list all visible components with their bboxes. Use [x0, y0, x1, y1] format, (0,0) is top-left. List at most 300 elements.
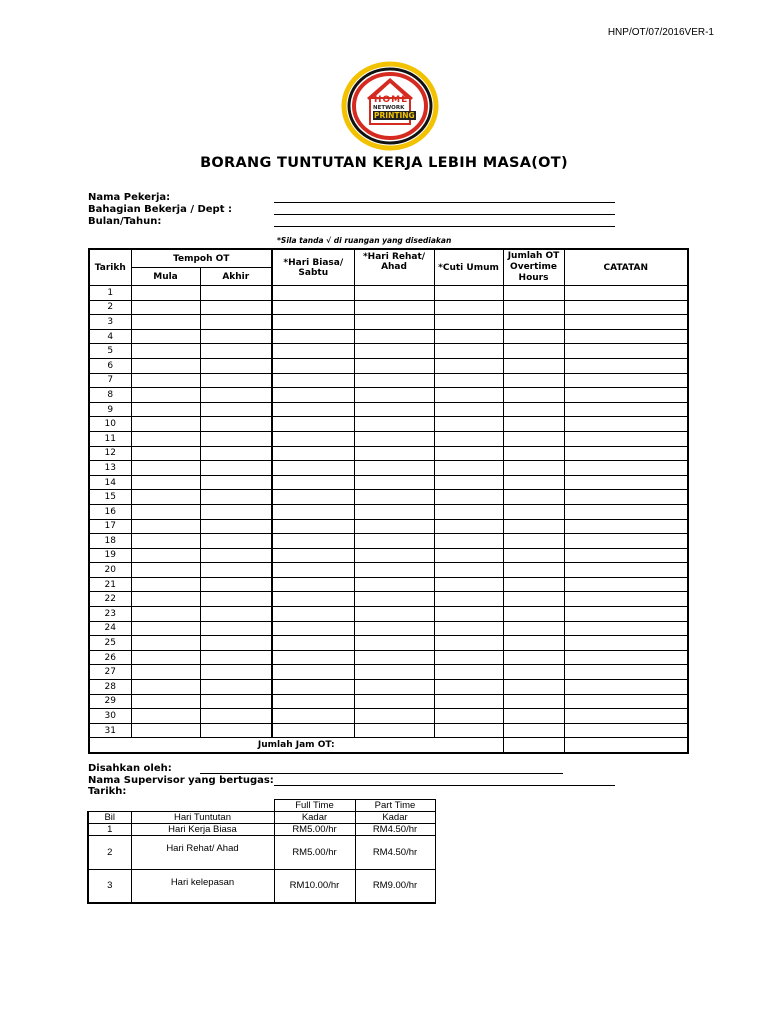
hari-rehat-cell[interactable] — [354, 665, 434, 680]
akhir-cell[interactable] — [200, 694, 272, 709]
hari-rehat-cell[interactable] — [354, 577, 434, 592]
table-row — [89, 607, 688, 622]
hari-rehat-cell[interactable] — [354, 694, 434, 709]
hari-rehat-cell[interactable] — [354, 607, 434, 622]
header-bil: Bil — [88, 812, 131, 824]
cuti-umum-cell[interactable] — [434, 563, 503, 578]
hari-rehat-cell[interactable] — [354, 723, 434, 738]
header-tarikh: Tarikh — [89, 249, 131, 286]
cuti-umum-cell[interactable] — [434, 534, 503, 549]
catatan-cell[interactable] — [564, 417, 688, 432]
hari-biasa-cell[interactable] — [272, 563, 354, 578]
catatan-cell[interactable] — [564, 446, 688, 461]
hari-rehat-cell[interactable] — [354, 592, 434, 607]
akhir-cell[interactable] — [200, 577, 272, 592]
day-number: 9 — [89, 402, 131, 417]
header-akhir: Akhir — [200, 268, 272, 286]
cuti-umum-cell[interactable] — [434, 519, 503, 534]
cuti-umum-cell[interactable] — [434, 694, 503, 709]
day-number: 8 — [89, 388, 131, 403]
hari-biasa-cell[interactable] — [272, 534, 354, 549]
total-label: Jumlah Jam OT: — [89, 738, 503, 754]
cuti-umum-cell[interactable] — [434, 417, 503, 432]
total-catatan-cell[interactable] — [564, 738, 688, 754]
table-row — [89, 344, 688, 359]
table-row — [89, 519, 688, 534]
cuti-umum-cell[interactable] — [434, 402, 503, 417]
catatan-cell[interactable] — [564, 723, 688, 738]
jumlah-ot-cell[interactable] — [503, 709, 564, 724]
jumlah-ot-cell[interactable] — [503, 388, 564, 403]
cuti-umum-cell[interactable] — [434, 286, 503, 301]
catatan-cell[interactable] — [564, 490, 688, 505]
company-logo — [340, 58, 440, 152]
hari-rehat-cell[interactable] — [354, 446, 434, 461]
akhir-cell[interactable] — [200, 300, 272, 315]
table-row — [89, 373, 688, 388]
mula-cell[interactable] — [131, 563, 200, 578]
day-number: 3 — [89, 315, 131, 330]
rate-row — [88, 870, 435, 903]
catatan-cell[interactable] — [564, 519, 688, 534]
hari-rehat-cell[interactable] — [354, 461, 434, 476]
akhir-cell[interactable] — [200, 592, 272, 607]
mula-cell[interactable] — [131, 694, 200, 709]
akhir-cell[interactable] — [200, 607, 272, 622]
catatan-cell[interactable] — [564, 650, 688, 665]
jumlah-ot-cell[interactable] — [503, 548, 564, 563]
cuti-umum-cell[interactable] — [434, 723, 503, 738]
jumlah-ot-cell[interactable] — [503, 358, 564, 373]
mula-cell[interactable] — [131, 636, 200, 651]
catatan-cell[interactable] — [564, 563, 688, 578]
table-row — [89, 490, 688, 505]
field-supervisor[interactable] — [274, 785, 615, 786]
jumlah-ot-cell[interactable] — [503, 694, 564, 709]
mula-cell[interactable] — [131, 461, 200, 476]
cuti-umum-cell[interactable] — [434, 504, 503, 519]
label-bulan-tahun: Bulan/Tahun: — [88, 216, 162, 227]
mula-cell[interactable] — [131, 286, 200, 301]
jumlah-ot-cell[interactable] — [503, 607, 564, 622]
header-mula: Mula — [131, 268, 200, 286]
table-row — [89, 446, 688, 461]
total-hours-cell[interactable] — [503, 738, 564, 754]
hari-rehat-cell[interactable] — [354, 286, 434, 301]
akhir-cell[interactable] — [200, 636, 272, 651]
table-row — [89, 534, 688, 549]
hari-biasa-cell[interactable] — [272, 300, 354, 315]
mula-cell[interactable] — [131, 490, 200, 505]
hari-rehat-cell[interactable] — [354, 490, 434, 505]
logo-text-printing: PRINTING — [374, 111, 415, 120]
hari-biasa-cell[interactable] — [272, 388, 354, 403]
mula-cell[interactable] — [131, 373, 200, 388]
jumlah-ot-cell[interactable] — [503, 417, 564, 432]
cuti-umum-cell[interactable] — [434, 621, 503, 636]
catatan-cell[interactable] — [564, 665, 688, 680]
mula-cell[interactable] — [131, 300, 200, 315]
table-row — [89, 329, 688, 344]
header-catatan: CATATAN — [564, 249, 688, 286]
catatan-cell[interactable] — [564, 504, 688, 519]
hari-biasa-cell[interactable] — [272, 417, 354, 432]
akhir-cell[interactable] — [200, 665, 272, 680]
cuti-umum-cell[interactable] — [434, 446, 503, 461]
day-number: 6 — [89, 358, 131, 373]
jumlah-ot-cell[interactable] — [503, 344, 564, 359]
catatan-cell[interactable] — [564, 709, 688, 724]
table-row — [89, 723, 688, 738]
table-row — [89, 636, 688, 651]
akhir-cell[interactable] — [200, 431, 272, 446]
day-number: 29 — [89, 694, 131, 709]
jumlah-ot-cell[interactable] — [503, 504, 564, 519]
cuti-umum-cell[interactable] — [434, 461, 503, 476]
hari-biasa-cell[interactable] — [272, 709, 354, 724]
hari-rehat-cell[interactable] — [354, 388, 434, 403]
day-number: 12 — [89, 446, 131, 461]
jumlah-ot-cell[interactable] — [503, 475, 564, 490]
akhir-cell[interactable] — [200, 329, 272, 344]
table-row — [89, 680, 688, 695]
catatan-cell[interactable] — [564, 402, 688, 417]
hari-rehat-cell[interactable] — [354, 475, 434, 490]
catatan-cell[interactable] — [564, 329, 688, 344]
jumlah-ot-cell[interactable] — [503, 650, 564, 665]
akhir-cell[interactable] — [200, 519, 272, 534]
cuti-umum-cell[interactable] — [434, 344, 503, 359]
jumlah-ot-cell[interactable] — [503, 519, 564, 534]
hari-rehat-cell[interactable] — [354, 373, 434, 388]
mula-cell[interactable] — [131, 621, 200, 636]
cuti-umum-cell[interactable] — [434, 388, 503, 403]
day-number: 27 — [89, 665, 131, 680]
table-row — [89, 461, 688, 476]
cuti-umum-cell[interactable] — [434, 709, 503, 724]
catatan-cell[interactable] — [564, 373, 688, 388]
rate-row — [88, 824, 435, 836]
hari-rehat-cell[interactable] — [354, 636, 434, 651]
mula-cell[interactable] — [131, 680, 200, 695]
label-supervisor: Nama Supervisor yang bertugas: — [88, 775, 274, 786]
akhir-cell[interactable] — [200, 548, 272, 563]
mula-cell[interactable] — [131, 709, 200, 724]
header-cuti-umum: *Cuti Umum — [434, 249, 503, 286]
cuti-umum-cell[interactable] — [434, 665, 503, 680]
day-number: 31 — [89, 723, 131, 738]
hari-rehat-cell[interactable] — [354, 300, 434, 315]
ot-table — [88, 248, 689, 754]
rate-full-time: RM5.00/hr — [274, 824, 355, 836]
jumlah-ot-cell[interactable] — [503, 402, 564, 417]
field-bulan-tahun[interactable] — [274, 226, 615, 227]
cuti-umum-cell[interactable] — [434, 577, 503, 592]
cuti-umum-cell[interactable] — [434, 358, 503, 373]
day-number: 13 — [89, 461, 131, 476]
table-row — [89, 315, 688, 330]
table-row — [89, 548, 688, 563]
cuti-umum-cell[interactable] — [434, 490, 503, 505]
hari-biasa-cell[interactable] — [272, 315, 354, 330]
mula-cell[interactable] — [131, 650, 200, 665]
hari-biasa-cell[interactable] — [272, 519, 354, 534]
jumlah-ot-cell[interactable] — [503, 286, 564, 301]
akhir-cell[interactable] — [200, 723, 272, 738]
hari-rehat-cell[interactable] — [354, 329, 434, 344]
hari-rehat-cell[interactable] — [354, 548, 434, 563]
header-kadar-full: Kadar — [274, 812, 355, 824]
jumlah-ot-cell[interactable] — [503, 446, 564, 461]
akhir-cell[interactable] — [200, 388, 272, 403]
mula-cell[interactable] — [131, 577, 200, 592]
hari-biasa-cell[interactable] — [272, 461, 354, 476]
table-row — [89, 475, 688, 490]
label-nama-pekerja: Nama Pekerja: — [88, 192, 171, 203]
hari-biasa-cell[interactable] — [272, 680, 354, 695]
hari-biasa-cell[interactable] — [272, 431, 354, 446]
catatan-cell[interactable] — [564, 461, 688, 476]
mula-cell[interactable] — [131, 723, 200, 738]
cuti-umum-cell[interactable] — [434, 329, 503, 344]
jumlah-ot-cell[interactable] — [503, 373, 564, 388]
hari-rehat-cell[interactable] — [354, 431, 434, 446]
mula-cell[interactable] — [131, 446, 200, 461]
hari-biasa-cell[interactable] — [272, 577, 354, 592]
catatan-cell[interactable] — [564, 607, 688, 622]
hari-rehat-cell[interactable] — [354, 709, 434, 724]
mula-cell[interactable] — [131, 475, 200, 490]
catatan-cell[interactable] — [564, 475, 688, 490]
mula-cell[interactable] — [131, 315, 200, 330]
table-row — [89, 388, 688, 403]
catatan-cell[interactable] — [564, 534, 688, 549]
akhir-cell[interactable] — [200, 680, 272, 695]
mula-cell[interactable] — [131, 534, 200, 549]
akhir-cell[interactable] — [200, 402, 272, 417]
hari-biasa-cell[interactable] — [272, 329, 354, 344]
jumlah-ot-cell[interactable] — [503, 577, 564, 592]
hari-biasa-cell[interactable] — [272, 373, 354, 388]
hari-biasa-cell[interactable] — [272, 665, 354, 680]
akhir-cell[interactable] — [200, 490, 272, 505]
akhir-cell[interactable] — [200, 344, 272, 359]
cuti-umum-cell[interactable] — [434, 636, 503, 651]
day-number: 18 — [89, 534, 131, 549]
akhir-cell[interactable] — [200, 373, 272, 388]
hari-biasa-cell[interactable] — [272, 402, 354, 417]
rate-bil: 2 — [88, 836, 131, 870]
hari-biasa-cell[interactable] — [272, 344, 354, 359]
catatan-cell[interactable] — [564, 577, 688, 592]
day-number: 26 — [89, 650, 131, 665]
mula-cell[interactable] — [131, 388, 200, 403]
catatan-cell[interactable] — [564, 431, 688, 446]
mula-cell[interactable] — [131, 329, 200, 344]
mula-cell[interactable] — [131, 665, 200, 680]
hari-rehat-cell[interactable] — [354, 344, 434, 359]
cuti-umum-cell[interactable] — [434, 315, 503, 330]
table-row — [89, 286, 688, 301]
label-bahagian: Bahagian Bekerja / Dept : — [88, 204, 232, 215]
jumlah-ot-cell[interactable] — [503, 300, 564, 315]
hari-rehat-cell[interactable] — [354, 680, 434, 695]
day-number: 23 — [89, 607, 131, 622]
hari-rehat-cell[interactable] — [354, 315, 434, 330]
akhir-cell[interactable] — [200, 475, 272, 490]
mula-cell[interactable] — [131, 344, 200, 359]
hari-biasa-cell[interactable] — [272, 592, 354, 607]
field-nama-pekerja[interactable] — [274, 202, 615, 203]
jumlah-ot-cell[interactable] — [503, 534, 564, 549]
field-disahkan[interactable] — [200, 773, 563, 774]
akhir-cell[interactable] — [200, 709, 272, 724]
catatan-cell[interactable] — [564, 621, 688, 636]
akhir-cell[interactable] — [200, 621, 272, 636]
cuti-umum-cell[interactable] — [434, 475, 503, 490]
mula-cell[interactable] — [131, 402, 200, 417]
hari-rehat-cell[interactable] — [354, 563, 434, 578]
header-jumlah-ot: Jumlah OT Overtime Hours — [503, 249, 564, 286]
cuti-umum-cell[interactable] — [434, 300, 503, 315]
catatan-cell[interactable] — [564, 694, 688, 709]
hari-rehat-cell[interactable] — [354, 650, 434, 665]
table-row — [89, 665, 688, 680]
jumlah-ot-cell[interactable] — [503, 723, 564, 738]
day-number: 19 — [89, 548, 131, 563]
mula-cell[interactable] — [131, 358, 200, 373]
day-number: 17 — [89, 519, 131, 534]
table-row — [89, 504, 688, 519]
jumlah-ot-cell[interactable] — [503, 461, 564, 476]
catatan-cell[interactable] — [564, 388, 688, 403]
catatan-cell[interactable] — [564, 548, 688, 563]
akhir-cell[interactable] — [200, 315, 272, 330]
jumlah-ot-cell[interactable] — [503, 329, 564, 344]
mula-cell[interactable] — [131, 548, 200, 563]
hari-biasa-cell[interactable] — [272, 636, 354, 651]
hari-biasa-cell[interactable] — [272, 475, 354, 490]
hari-biasa-cell[interactable] — [272, 490, 354, 505]
hari-rehat-cell[interactable] — [354, 534, 434, 549]
akhir-cell[interactable] — [200, 417, 272, 432]
catatan-cell[interactable] — [564, 344, 688, 359]
hari-biasa-cell[interactable] — [272, 548, 354, 563]
rate-hari: Hari kelepasan — [131, 870, 274, 903]
rate-table — [87, 799, 436, 904]
table-row — [89, 577, 688, 592]
jumlah-ot-cell[interactable] — [503, 431, 564, 446]
hari-biasa-cell[interactable] — [272, 723, 354, 738]
akhir-cell[interactable] — [200, 446, 272, 461]
jumlah-ot-cell[interactable] — [503, 592, 564, 607]
hari-biasa-cell[interactable] — [272, 504, 354, 519]
cuti-umum-cell[interactable] — [434, 431, 503, 446]
day-number: 15 — [89, 490, 131, 505]
day-number: 28 — [89, 680, 131, 695]
catatan-cell[interactable] — [564, 358, 688, 373]
jumlah-ot-cell[interactable] — [503, 680, 564, 695]
cuti-umum-cell[interactable] — [434, 592, 503, 607]
jumlah-ot-cell[interactable] — [503, 490, 564, 505]
header-hari-tuntutan: Hari Tuntutan — [131, 812, 274, 824]
hari-rehat-cell[interactable] — [354, 504, 434, 519]
mula-cell[interactable] — [131, 519, 200, 534]
rate-part-time: RM4.50/hr — [355, 824, 435, 836]
catatan-cell[interactable] — [564, 315, 688, 330]
jumlah-ot-cell[interactable] — [503, 621, 564, 636]
cuti-umum-cell[interactable] — [434, 680, 503, 695]
mula-cell[interactable] — [131, 592, 200, 607]
hari-biasa-cell[interactable] — [272, 650, 354, 665]
rate-bil: 3 — [88, 870, 131, 903]
rate-bil: 1 — [88, 824, 131, 836]
hari-biasa-cell[interactable] — [272, 621, 354, 636]
cuti-umum-cell[interactable] — [434, 650, 503, 665]
hari-biasa-cell[interactable] — [272, 286, 354, 301]
day-number: 30 — [89, 709, 131, 724]
catatan-cell[interactable] — [564, 636, 688, 651]
table-row — [89, 300, 688, 315]
hari-biasa-cell[interactable] — [272, 358, 354, 373]
hari-rehat-cell[interactable] — [354, 417, 434, 432]
hari-rehat-cell[interactable] — [354, 621, 434, 636]
hari-rehat-cell[interactable] — [354, 519, 434, 534]
document-code: HNP/OT/07/2016VER-1 — [607, 27, 714, 38]
cuti-umum-cell[interactable] — [434, 548, 503, 563]
mula-cell[interactable] — [131, 417, 200, 432]
akhir-cell[interactable] — [200, 358, 272, 373]
catatan-cell[interactable] — [564, 286, 688, 301]
header-part-time: Part Time — [355, 800, 435, 812]
mula-cell[interactable] — [131, 607, 200, 622]
akhir-cell[interactable] — [200, 461, 272, 476]
jumlah-ot-cell[interactable] — [503, 315, 564, 330]
mula-cell[interactable] — [131, 504, 200, 519]
jumlah-ot-cell[interactable] — [503, 563, 564, 578]
akhir-cell[interactable] — [200, 650, 272, 665]
rate-part-time: RM4.50/hr — [355, 836, 435, 870]
jumlah-ot-cell[interactable] — [503, 636, 564, 651]
cuti-umum-cell[interactable] — [434, 373, 503, 388]
day-number: 1 — [89, 286, 131, 301]
catatan-cell[interactable] — [564, 300, 688, 315]
header-hari-rehat: *Hari Rehat/ Ahad — [354, 249, 434, 286]
form-title: BORANG TUNTUTAN KERJA LEBIH MASA(OT) — [200, 155, 568, 171]
akhir-cell[interactable] — [200, 286, 272, 301]
akhir-cell[interactable] — [200, 504, 272, 519]
day-number: 25 — [89, 636, 131, 651]
hari-rehat-cell[interactable] — [354, 358, 434, 373]
hari-rehat-cell[interactable] — [354, 402, 434, 417]
instruction-note: *Sila tanda √ di ruangan yang disediakan — [277, 236, 452, 245]
hari-biasa-cell[interactable] — [272, 607, 354, 622]
jumlah-ot-cell[interactable] — [503, 665, 564, 680]
akhir-cell[interactable] — [200, 563, 272, 578]
akhir-cell[interactable] — [200, 534, 272, 549]
logo-text-home: HOME — [374, 95, 409, 105]
hari-biasa-cell[interactable] — [272, 694, 354, 709]
mula-cell[interactable] — [131, 431, 200, 446]
cuti-umum-cell[interactable] — [434, 607, 503, 622]
field-bahagian[interactable] — [274, 214, 615, 215]
day-number: 11 — [89, 431, 131, 446]
rate-hari: Hari Kerja Biasa — [131, 824, 274, 836]
hari-biasa-cell[interactable] — [272, 446, 354, 461]
catatan-cell[interactable] — [564, 592, 688, 607]
table-row — [89, 402, 688, 417]
catatan-cell[interactable] — [564, 680, 688, 695]
